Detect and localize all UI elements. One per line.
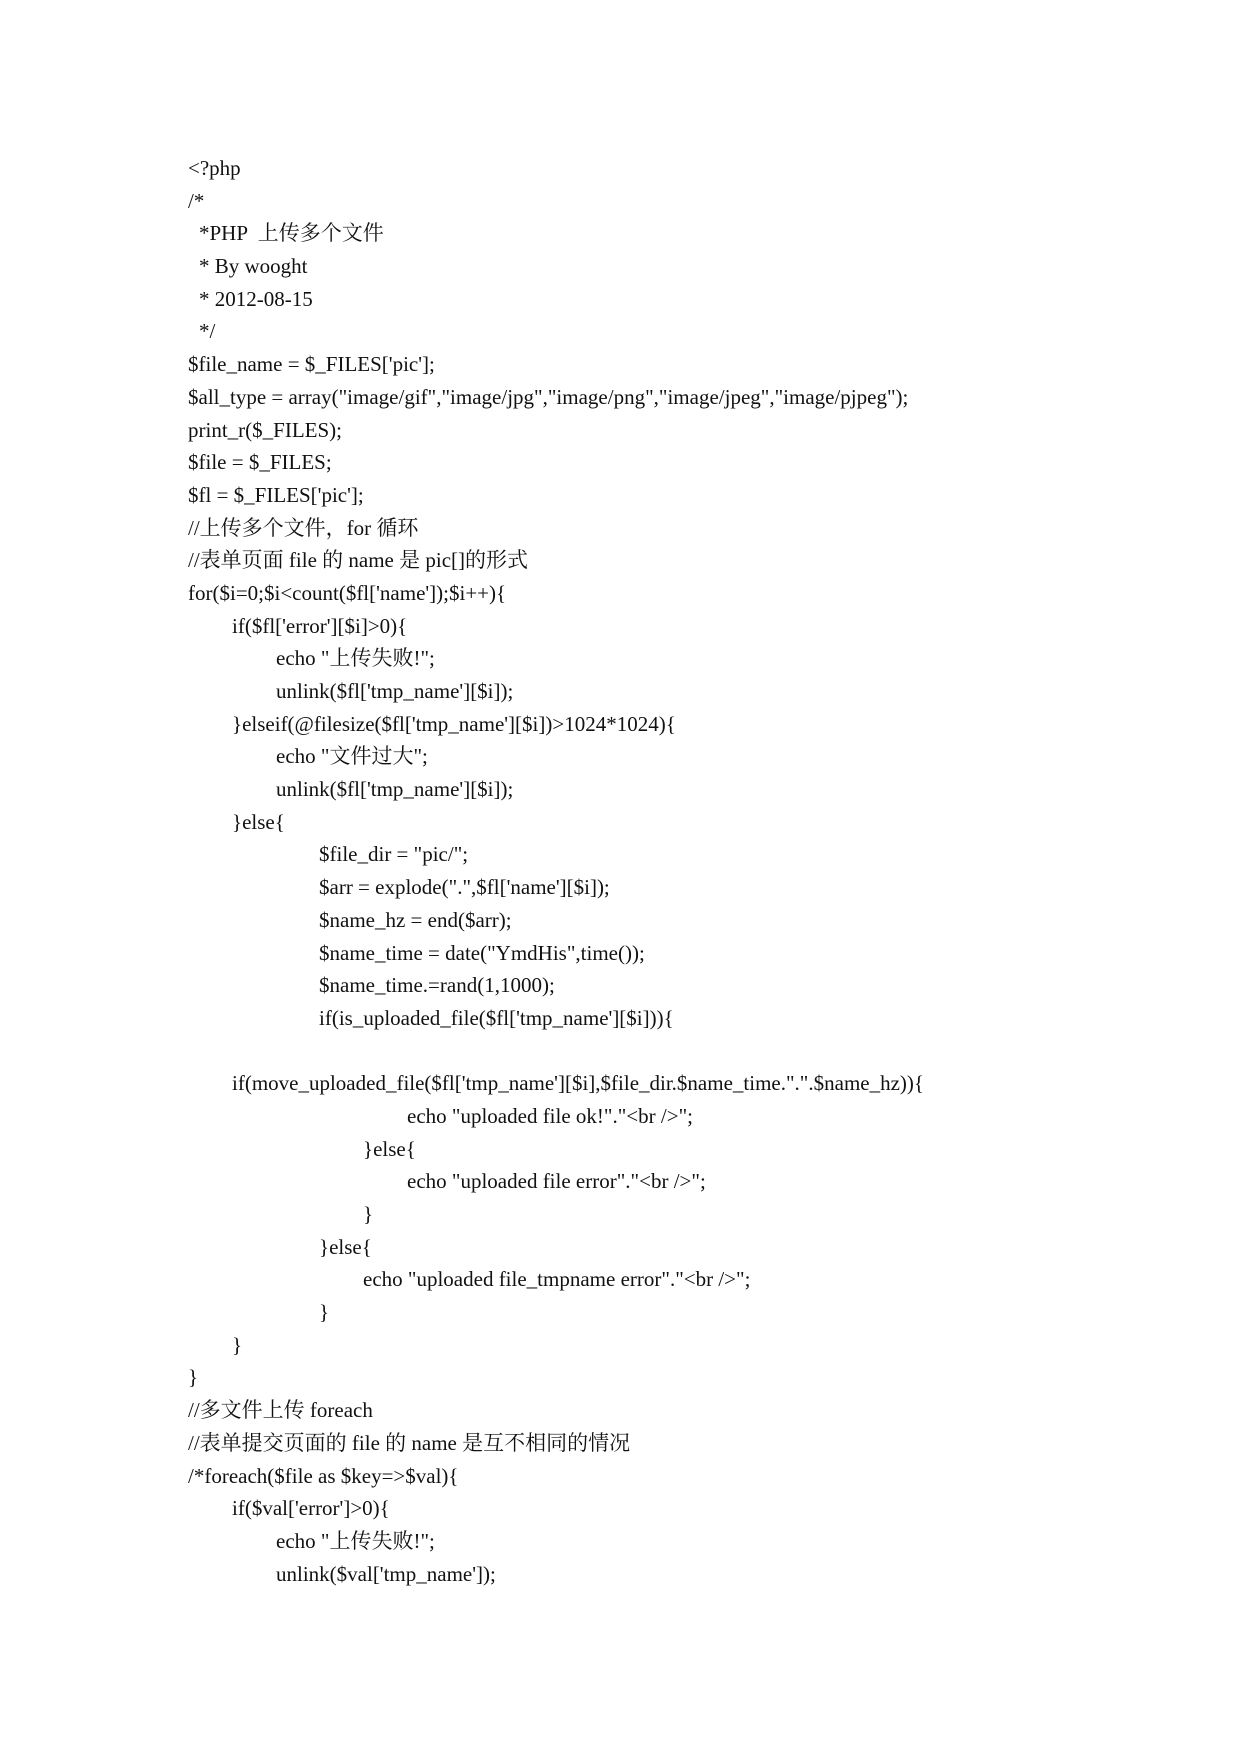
code-line: if($val['error']>0){ <box>232 1496 390 1521</box>
code-listing <box>188 152 1198 1590</box>
code-line: unlink($fl['tmp_name'][$i]); <box>276 679 514 703</box>
code-line: if(is_uploaded_file($fl['tmp_name'][$i])){ <box>319 1005 674 1030</box>
code-line: /*foreach($file as $key=>$val){ <box>188 1463 459 1488</box>
code-line: <?php <box>188 156 241 180</box>
code-line: }elseif(@filesize($fl['tmp_name'][$i])>1024*1024){ <box>232 711 676 736</box>
code-line: */ <box>199 319 216 344</box>
code-line: //表单页面 file 的 name 是 pic[]的形式 <box>188 548 529 573</box>
code-line: //表单提交页面的 file 的 name 是互不相同的情况 <box>188 1430 631 1455</box>
code-line: $name_time.=rand(1,1000); <box>319 973 555 998</box>
code-line: echo "文件过大"; <box>276 744 428 769</box>
code-line: echo "uploaded file_tmpname error"."<br />"; <box>363 1267 751 1292</box>
code-line: echo "上传失败!"; <box>276 646 435 671</box>
code-line: //多文件上传 foreach <box>188 1398 373 1423</box>
code-line: unlink($fl['tmp_name'][$i]); <box>276 777 514 802</box>
code-line: }else{ <box>363 1136 416 1161</box>
code-line: $fl = $_FILES['pic']; <box>188 482 364 507</box>
code-line: } <box>188 1365 199 1390</box>
code-line: echo "上传失败!"; <box>276 1528 435 1553</box>
code-line: echo "uploaded file error"."<br />"; <box>407 1169 706 1194</box>
code-line-blank <box>188 1035 1198 1068</box>
code-line: $all_type = array("image/gif","image/jpg","image/png","image/jpeg","image/pjpeg"); <box>188 384 909 409</box>
code-line: }else{ <box>232 809 285 834</box>
code-line: * By wooght <box>199 254 308 279</box>
code-line: $arr = explode(".",$fl['name'][$i]); <box>319 875 610 900</box>
code-line: $file = $_FILES; <box>188 450 332 475</box>
code-line: } <box>232 1332 243 1357</box>
code-line: echo "uploaded file ok!"."<br />"; <box>407 1103 693 1128</box>
code-line: * 2012-08-15 <box>199 286 313 311</box>
code-line: *PHP 上传多个文件 <box>199 221 384 246</box>
code-line: unlink($val['tmp_name']); <box>276 1561 496 1586</box>
code-line: $file_dir = "pic/"; <box>319 842 469 867</box>
code-line: for($i=0;$i<count($fl['name']);$i++){ <box>188 580 507 605</box>
code-line: if($fl['error'][$i]>0){ <box>232 613 408 638</box>
code-line: }else{ <box>319 1234 372 1259</box>
code-line: $name_time = date("YmdHis",time()); <box>319 940 645 965</box>
code-line: if(move_uploaded_file($fl['tmp_name'][$i],$file_dir.$name_time.".".$name_hz)){ <box>232 1071 924 1096</box>
code-line: /* <box>188 188 205 213</box>
code-line: } <box>363 1202 374 1226</box>
code-line: $file_name = $_FILES['pic']; <box>188 352 435 377</box>
code-line: //上传多个文件，for 循环 <box>188 515 419 540</box>
code-line: } <box>319 1300 330 1325</box>
code-line: print_r($_FILES); <box>188 417 342 442</box>
code-line: $name_hz = end($arr); <box>319 907 512 932</box>
